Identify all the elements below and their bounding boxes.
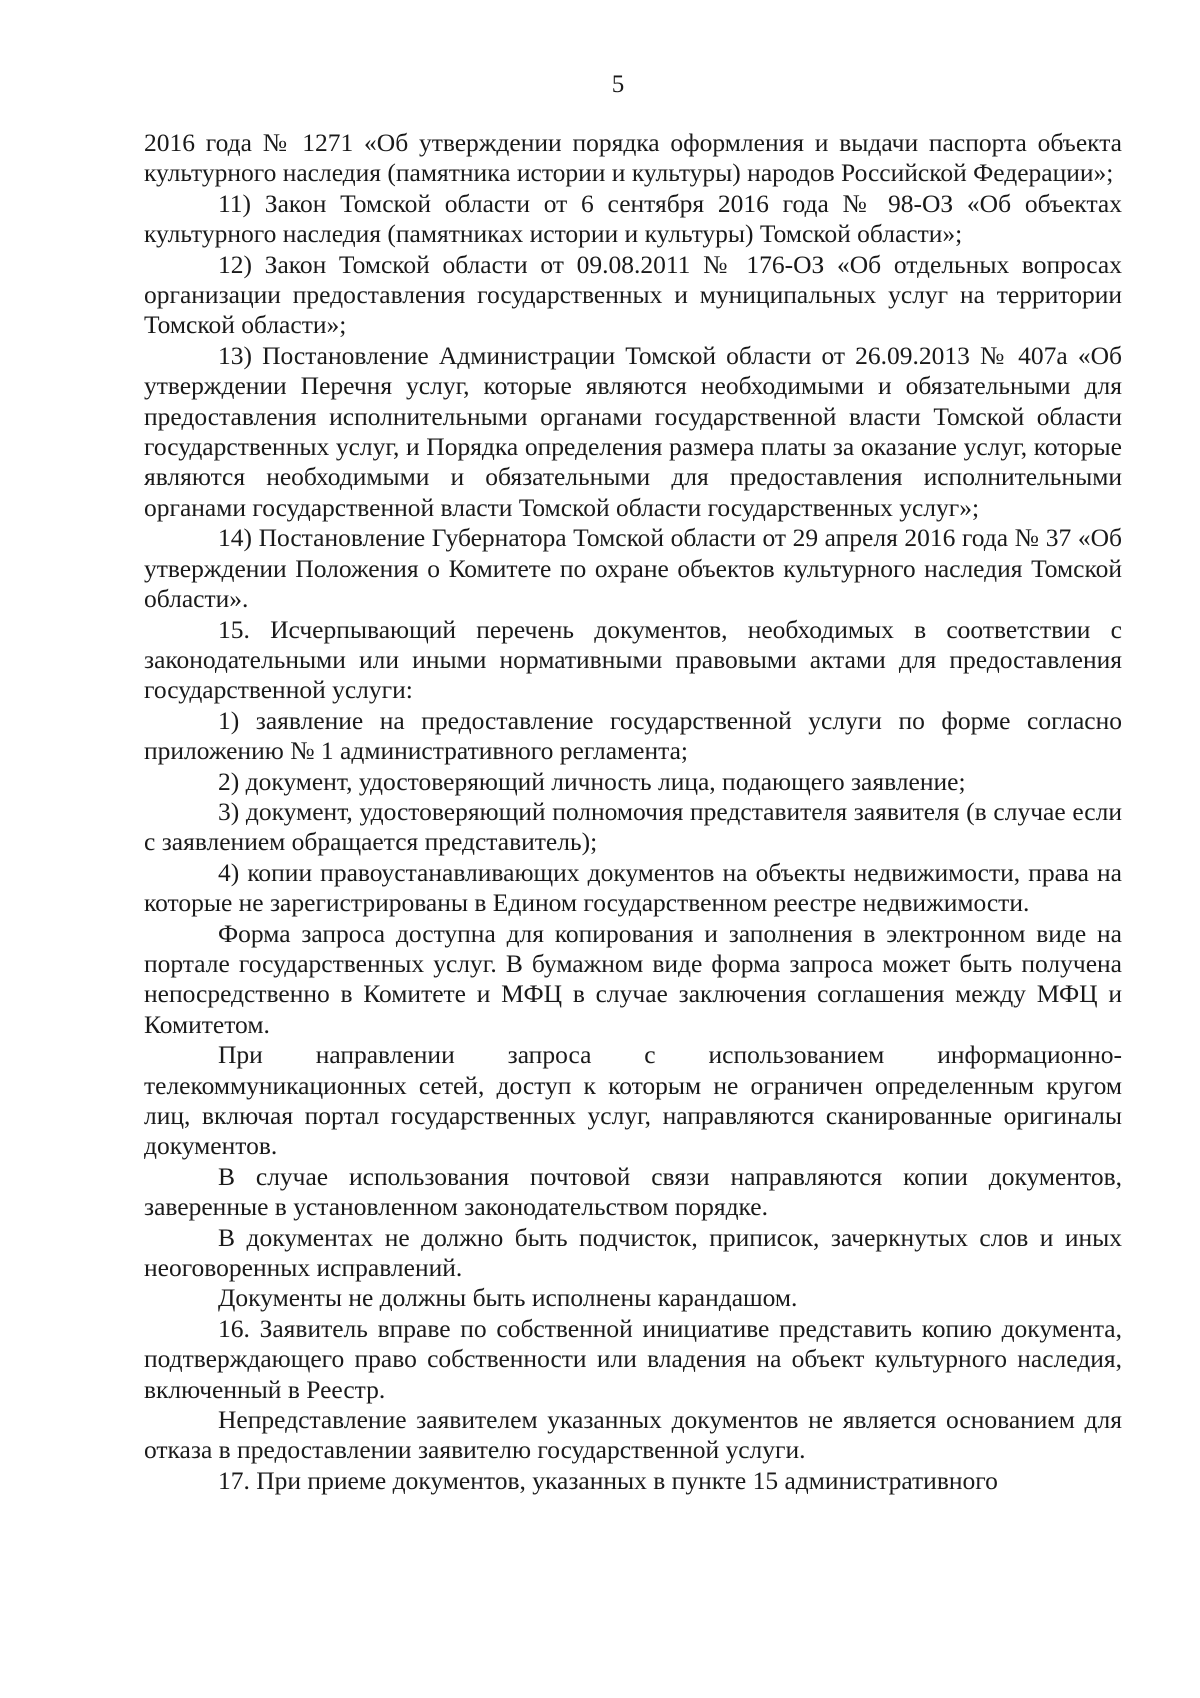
document-page bbox=[144, 70, 1122, 1496]
document-body bbox=[144, 128, 1122, 1496]
paragraph-16: 16. Заявитель вправе по собственной инициативе представить копию документа, подтверждающего право собственности или владения на объект культурного наследия, включенный в Реестр. bbox=[144, 1313, 1122, 1404]
paragraph-8: 2) документ, удостоверяющий личность лица, подающего заявление; bbox=[218, 766, 966, 796]
paragraph-9: 3) документ, удостоверяющий полномочия представителя заявителя (в случае если с заявлением обращается представитель); bbox=[144, 796, 1122, 857]
paragraph-14: В документах не должно быть подчисток, приписок, зачеркнутых слов и иных неоговоренных исправлений. bbox=[144, 1222, 1122, 1283]
paragraph-17: Непредставление заявителем указанных документов не является основанием для отказа в предоставлении заявителю государственной услуги. bbox=[144, 1405, 1122, 1465]
paragraph-13: В случае использования почтовой связи направляются копии документов, заверенные в установленном законодательством порядке. bbox=[144, 1161, 1122, 1222]
paragraph-5: 14) Постановление Губернатора Томской области от 29 апреля 2016 года № 37 «Об утверждении Положения о Комитете по охране объектов культурного наследия Томской области». bbox=[144, 523, 1122, 614]
paragraph-2: 11) Закон Томской области от 6 сентября 2016 года № 98-ОЗ «Об объектах культурного наследия (памятниках истории и культуры) Томской области»; bbox=[144, 188, 1122, 249]
paragraph-7: 1) заявление на предоставление государственной услуги по форме согласно приложению № 1 административного регламента; bbox=[144, 705, 1122, 766]
paragraph-18: 17. При приеме документов, указанных в пункте 15 административного bbox=[218, 1465, 998, 1495]
paragraph-11: Форма запроса доступна для копирования и заполнения в электронном виде на портале государственных услуг. В бумажном виде форма запроса может быть получена непосредственно в Комитете и МФЦ в случае заключения соглашения между МФЦ и Комитетом. bbox=[144, 918, 1122, 1039]
page-number: 5 bbox=[611, 71, 625, 98]
paragraph-15: Документы не должны быть исполнены карандашом. bbox=[218, 1283, 798, 1313]
paragraph-12: При направлении запроса с использованием информационно-телекоммуникационных сетей, доступ к которым не ограничен определенным кругом лиц, включая портал государственных услуг, направляются сканированные оригиналы документов. bbox=[144, 1040, 1122, 1161]
paragraph-10: 4) копии правоустанавливающих документов на объекты недвижимости, права на которые не зарегистрированы в Едином государственном реестре недвижимости. bbox=[144, 857, 1122, 918]
paragraph-4: 13) Постановление Администрации Томской области от 26.09.2013 № 407а «Об утверждении Перечня услуг, которые являются необходимыми и обязательными для предоставления исполнительными органами государственной власти Томской области государственных услуг, и Порядка определения размера платы за оказание услуг, которые являются необходимыми и обязательными для предоставления исполнительными органами государственной власти Томской области государственных услуг»; bbox=[144, 340, 1122, 522]
paragraph-3: 12) Закон Томской области от 09.08.2011 № 176-ОЗ «Об отдельных вопросах организации предоставления государственных и муниципальных услуг на территории Томской области»; bbox=[144, 249, 1122, 340]
paragraph-6: 15. Исчерпывающий перечень документов, необходимых в соответствии с законодательными или иными нормативными правовыми актами для предоставления государственной услуги: bbox=[144, 614, 1122, 705]
paragraph-1: 2016 года № 1271 «Об утверждении порядка оформления и выдачи паспорта объекта культурного наследия (памятника истории и культуры) народов Российской Федерации»; bbox=[144, 128, 1122, 188]
